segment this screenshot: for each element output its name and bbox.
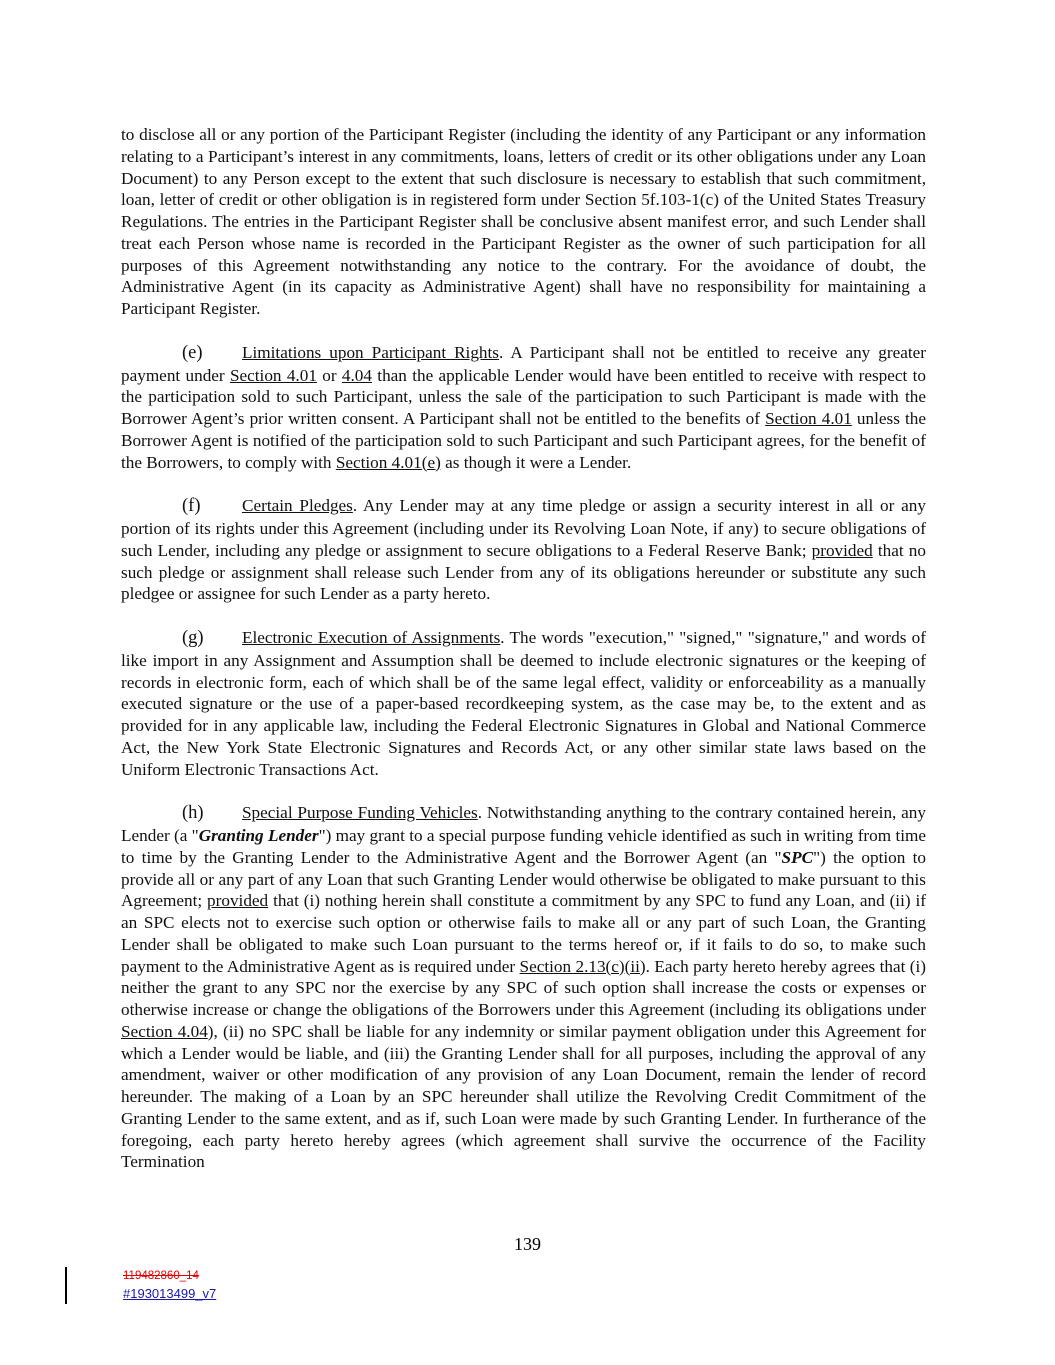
clause-label-h: (h) — [182, 803, 204, 824]
heading-special-purpose-funding-vehicles: Special Purpose Funding Vehicles — [242, 803, 478, 823]
clause-label-e: (e) — [182, 342, 203, 363]
defined-term-granting-lender: Granting Lender — [198, 826, 319, 845]
term-provided-h: provided — [207, 891, 269, 911]
heading-electronic-execution: Electronic Execution of Assignments — [242, 628, 501, 647]
paragraph-h: (h) Special Purpose Funding Vehicles. Notwithstanding anything to the contrary contained herein, any Lender (a "Granting Lender") may grant to a special purpose funding vehicle identified as such in writing from time to time by the Granting Lender to the Administrative Agent and the Borrower Agent (an "SPC") the option to provide all or any part of any Loan that such Granting Lender would otherwise be obligated to make pursuant to this Agreement; provided that (i) nothing herein shall constitute a commitment by any SPC to fund any Loan, and (ii) if an SPC elects not to exercise such option or otherwise fails to make all or any part of such Loan, the Granting Lender shall be obligated to make such Loan pursuant to the terms hereof or, if it fails to do so, to make such payment to the Administrative Agent as is required under Section 2.13(c)(ii). Each party hereto hereby agrees that (i) neither the grant to any SPC nor the exercise by any SPC of such option shall increase the costs or expenses or otherwise increase or change the obligations of the Borrowers under this Agreement (including its obligations under Section 4.04), (ii) no SPC shall be liable for any indemnity or similar payment obligation under this Agreement for which a Lender would be liable, and (iii) the Granting Lender shall for all purposes, including the approval of any amendment, waiver or other modification of any provision of any Loan Document, remain the lender of record hereunder. The making of a Loan by an SPC hereunder shall utilize the Revolving Credit Commitment of the Granting Lender to the same extent, and as if, such Loan were made by such Granting Lender. In furtherance of the foregoing, each party hereto hereby agrees (which agreement shall survive the occurrence of the Facility Termination — [121, 803, 926, 1172]
ref-4-04: 4.04 — [341, 365, 372, 385]
page-number: 139 — [514, 1234, 541, 1254]
ref-section-4-01-e: Section 4.01(e) — [335, 452, 441, 472]
defined-term-spc: SPC — [781, 847, 814, 867]
document-body — [121, 124, 926, 1173]
ref-section-2-13-c-ii: Section 2.13(c)(ii) — [519, 956, 646, 976]
change-bar — [65, 1267, 67, 1304]
clause-label-g: (g) — [182, 628, 204, 648]
inserted-document-id: #193013499_v7 — [123, 1286, 217, 1301]
paragraph-continuation: to disclose all or any portion of the Participant Register (including the identity of any Participant or any information relating to a Participant’s interest in any commitments, loans, letters of credit or its other obligations under any Loan Document) to any Person except to the extent that such disclosure is necessary to establish that such commitment, loan, letter of credit or other obligation is in registered form under Section 5f.103-1(c) of the United States Treasury Regulations. The entries in the Participant Register shall be conclusive absent manifest error, and such Lender shall treat each Person whose name is recorded in the Participant Register as the owner of such participation for all purposes of this Agreement notwithstanding any notice to the contrary. For the avoidance of doubt, the Administrative Agent (in its capacity as Administrative Agent) shall have no responsibility for maintaining a Participant Register. — [121, 125, 926, 318]
heading-certain-pledges: Certain Pledges — [242, 496, 353, 516]
ref-section-4-01: Section 4.01 — [229, 365, 317, 385]
ref-section-4-01-b: Section 4.01 — [765, 409, 852, 428]
ref-section-4-04: Section 4.04 — [121, 1021, 208, 1041]
paragraph-g: (g) Electronic Execution of Assignments. The words "execution," "signed," "signature," and words of like import in any Assignment and Assumption shall be deemed to include electronic signatures or the keeping of records in electronic form, each of which shall be of the same legal effect, validity or enforceability as a manually executed signature or the use of a paper-based recordkeeping system, as the case may be, to the extent and as provided for in any applicable law, including the Federal Electronic Signatures in Global and National Commerce Act, the New York State Electronic Signatures and Records Act, or any other similar state laws based on the Uniform Electronic Transactions Act. — [121, 628, 926, 779]
deleted-document-id: 119482860_14 — [123, 1270, 199, 1282]
heading-limitations-participant-rights: Limitations upon Participant Rights — [242, 342, 499, 362]
clause-label-f: (f) — [182, 496, 201, 517]
paragraph-f: (f) Certain Pledges. Any Lender may at any time pledge or assign a security interest in all or any portion of its rights under this Agreement (including under its Revolving Loan Note, if any) to secure obligations of such Lender, including any pledge or assignment to secure obligations to a Federal Reserve Bank; provided that no such pledge or assignment shall release such Lender from any of its obligations hereunder or substitute any such pledgee or assignee for such Lender as a party hereto. — [121, 496, 926, 604]
term-provided: provided — [811, 540, 873, 560]
paragraph-e: (e) Limitations upon Participant Rights. A Participant shall not be entitled to receive any greater payment under Section 4.01 or 4.04 than the applicable Lender would have been entitled to receive with respect to the participation sold to such Participant, unless the sale of the participation to such Participant is made with the Borrower Agent’s prior written consent. A Participant shall not be entitled to the benefits of Section 4.01 unless the Borrower Agent is notified of the participation sold to such Participant and such Participant agrees, for the benefit of the Borrowers, to comply with Section 4.01(e) as though it were a Lender. — [121, 342, 927, 472]
